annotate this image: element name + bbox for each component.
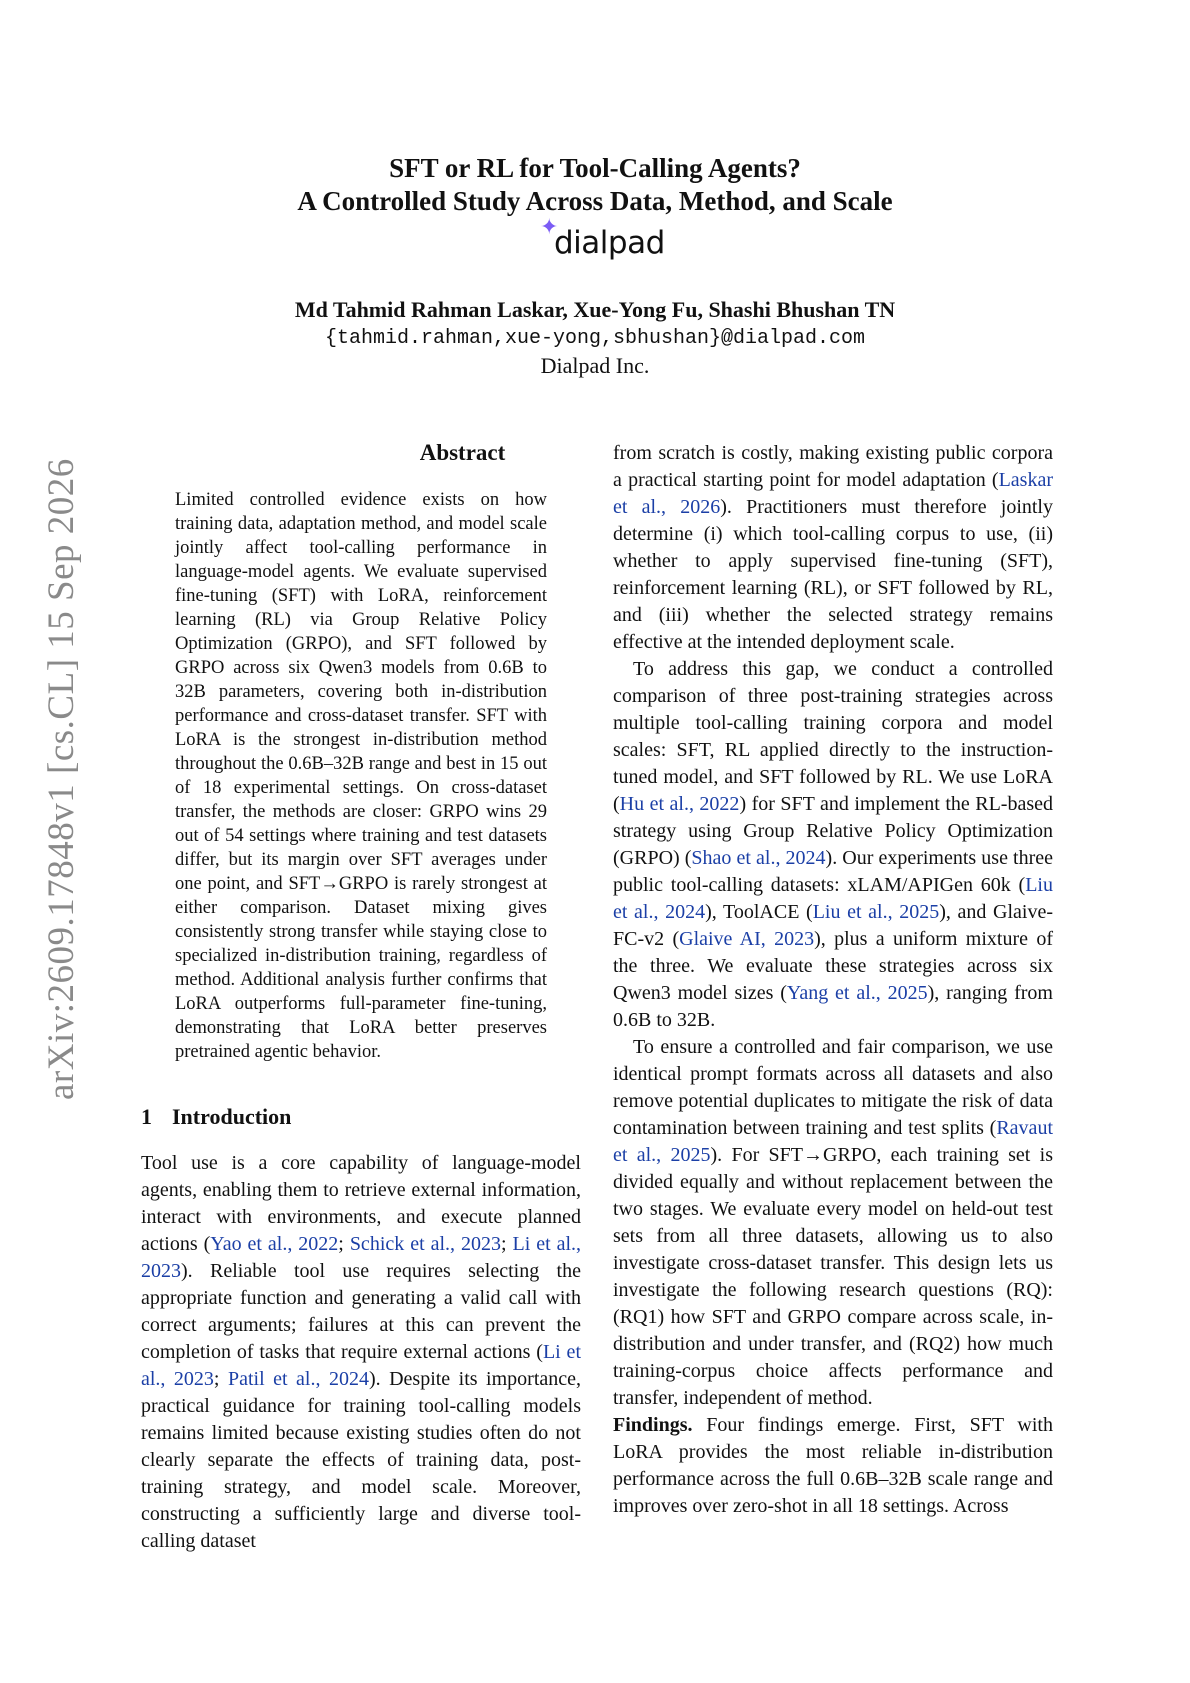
- text-run: ;: [338, 1233, 350, 1255]
- affiliation: Dialpad Inc.: [540, 353, 650, 378]
- citation-link[interactable]: Liu et al., 2025: [812, 901, 940, 923]
- intro-paragraph-1: [141, 1150, 581, 1555]
- section-title: Introduction: [172, 1104, 292, 1129]
- section-number: 1: [141, 1104, 152, 1129]
- text-run: ), ranging from 0.6B to 32B.: [613, 982, 1053, 1031]
- text-run: ), and Glaive-FC-v2 (: [613, 901, 1053, 950]
- intro-paragraph-1-continued: [613, 440, 1053, 656]
- right-column: [613, 440, 1053, 1520]
- arxiv-sidebar-stamp: arXiv:2609.17848v1 [cs.CL] 15 Sep 2026: [41, 458, 82, 1100]
- text-run: from scratch is costly, making existing public corpora a practical starting point for model adaptation (: [613, 442, 1053, 491]
- paper-title: [0, 152, 1190, 218]
- paper-title-line1: SFT or RL for Tool-Calling Agents?: [389, 153, 801, 183]
- text-run: ;: [213, 1368, 228, 1390]
- intro-paragraph-3: [613, 1034, 1053, 1412]
- author-emails: {tahmid.rahman,xue-yong,sbhushan}@dialpad.com: [324, 327, 866, 350]
- citation-link[interactable]: Glaive AI, 2023: [679, 928, 815, 950]
- logo-wordmark: dialpad: [554, 225, 665, 261]
- text-run: ). Practitioners must therefore jointly determine (i) which tool-calling corpus to use, (ii) whether to apply supervised fine-tuning (SFT), reinforcement learning (RL), or SFT followed by RL, and (iii) whether the selected strategy remains effective at the intended deployment scale.: [613, 496, 1053, 653]
- text-run: ). Despite its importance, practical guidance for training tool-calling models remains limited because existing studies often do not clearly separate the effects of training data, post-training strategy, and model scale. Moreover, constructing a sufficiently large and diverse tool-calling dataset: [141, 1368, 581, 1552]
- section-heading-introduction: [141, 1104, 291, 1130]
- paper-title-line2: A Controlled Study Across Data, Method, and Scale: [297, 186, 893, 216]
- abstract-heading: Abstract: [419, 440, 506, 465]
- citation-link[interactable]: Shao et al., 2024: [691, 847, 826, 869]
- text-run: ) for SFT and implement the RL-based strategy using Group Relative Policy Optimization (GRPO) (: [613, 793, 1054, 869]
- text-run: ;: [500, 1233, 513, 1255]
- citation-link[interactable]: Liu et al., 2024: [613, 874, 1053, 923]
- citation-link[interactable]: Ravaut et al., 2025: [613, 1117, 1053, 1166]
- text-run: ). Reliable tool use requires selecting the appropriate function and generating a valid call with correct arguments; failures at this can prevent the completion of tasks that require external actions (: [141, 1260, 581, 1363]
- text-run: To ensure a controlled and fair comparison, we use identical prompt formats across all datasets and also remove potential duplicates to mitigate the risk of data contamination between training and test splits (: [613, 1036, 1053, 1139]
- left-column: [141, 1150, 581, 1555]
- citation-link[interactable]: Li et al., 2023: [141, 1341, 581, 1390]
- citation-link[interactable]: Hu et al., 2022: [619, 793, 740, 815]
- citation-link[interactable]: Yang et al., 2025: [786, 982, 928, 1004]
- citation-link[interactable]: Laskar et al., 2026: [613, 469, 1053, 518]
- citation-link[interactable]: Patil et al., 2024: [227, 1368, 369, 1390]
- author-list: Md Tahmid Rahman Laskar, Xue-Yong Fu, Shashi Bhushan TN: [294, 297, 896, 322]
- text-run: ), ToolACE (: [705, 901, 813, 923]
- citation-link[interactable]: Li et al., 2023: [141, 1233, 582, 1282]
- text-run: ), plus a uniform mixture of the three. We evaluate these strategies across six Qwen3 model sizes (: [613, 928, 1053, 1004]
- findings-paragraph: [613, 1412, 1053, 1520]
- citation-link[interactable]: Yao et al., 2022: [210, 1233, 339, 1255]
- citation-link[interactable]: Schick et al., 2023: [349, 1233, 501, 1255]
- intro-paragraph-2: [613, 656, 1053, 1034]
- text-run: ). Our experiments use three public tool-calling datasets: xLAM/APIGen 60k (: [613, 847, 1053, 896]
- text-run: Four findings emerge. First, SFT with LoRA provides the most reliable in-distribution performance across the full 0.6B–32B scale range and improves over zero-shot in all 18 settings. Across: [613, 1414, 1053, 1517]
- text-run: ). For SFT→GRPO, each training set is divided equally and without replacement between the two stages. We evaluate every model on held-out test sets from all three datasets, allowing us to also investigate cross-dataset transfer. This design lets us investigate the following research questions (RQ): (RQ1) how SFT and GRPO compare across scale, in-distribution and under transfer, and (RQ2) how much training-corpus choice affects performance and transfer, independent of method.: [613, 1144, 1053, 1409]
- text-run: To address this gap, we conduct a controlled comparison of three post-training strategies across multiple tool-calling training corpora and model scales: SFT, RL applied directly to the instruction-tuned model, and SFT followed by RL. We use LoRA (: [613, 658, 1053, 815]
- sparkle-icon: ✦: [540, 215, 559, 240]
- text-run: Tool use is a core capability of language-model agents, enabling them to retrieve external information, interact with environments, and execute planned actions (: [141, 1152, 581, 1255]
- findings-lead: Findings.: [613, 1414, 693, 1436]
- abstract-text: Limited controlled evidence exists on how training data, adaptation method, and model scale jointly affect tool-calling performance in language-model agents. We evaluate supervised fine-tuning (SFT) with LoRA, reinforcement learning (RL) via Group Relative Policy Optimization (GRPO), and SFT followed by GRPO across six Qwen3 models from 0.6B to 32B parameters, covering both in-distribution performance and cross-dataset transfer. SFT with LoRA is the strongest in-distribution method throughout the 0.6B–32B range and best in 15 out of 18 experimental settings. On cross-dataset transfer, the methods are closer: GRPO wins 29 out of 54 settings where training and test datasets differ, but its margin over SFT averages under one point, and SFT→GRPO is rarely strongest at either comparison. Dataset mixing gives consistently strong transfer while staying close to specialized in-distribution training, regardless of method. Additional analysis further confirms that LoRA outperforms full-parameter fine-tuning, demonstrating that LoRA better preserves pretrained agentic behavior.: [175, 490, 547, 1062]
